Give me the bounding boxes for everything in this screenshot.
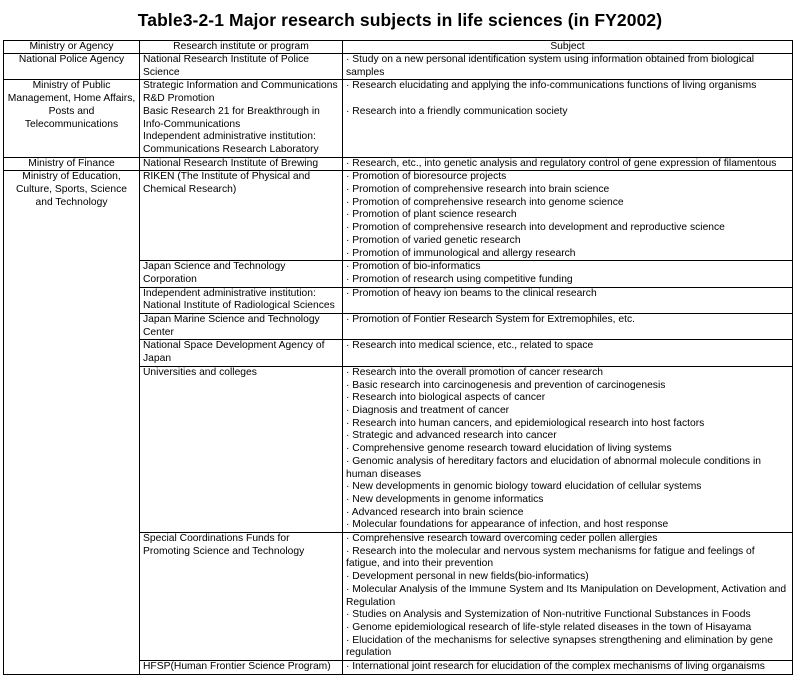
subject-item: · Promotion of immunological and allergy research (346, 247, 576, 259)
program-cell (140, 157, 343, 171)
subject-cell (343, 157, 793, 171)
program-cell (140, 171, 343, 261)
table-body (4, 54, 793, 675)
program-name: Strategic Information and Communications R&D Promotion (143, 80, 338, 105)
ministry-cell: National Police Agency (4, 54, 140, 80)
program-name: Japan Marine Science and Technology Center (143, 314, 320, 338)
subject-cell (343, 340, 793, 366)
subject-item: · Advanced research into brain science (346, 506, 524, 518)
subject-item: · Research into the molecular and nervous system mechanisms for fatigue and feelings of fatigue, and into their prevention (346, 545, 755, 570)
program-name: National Research Institute of Brewing (143, 157, 319, 169)
subject-item: · Promotion of heavy ion beams to the clinical research (346, 287, 597, 299)
subject-cell (343, 80, 793, 157)
subject-item: · Promotion of bioresource projects (346, 171, 507, 183)
subject-item: · Elucidation of the mechanisms for selective synapses strengthening and elimination by gene regulation (346, 634, 773, 659)
subject-item: · Diagnosis and treatment of cancer (346, 404, 510, 416)
subject-cell (343, 287, 793, 313)
program-cell (140, 340, 343, 366)
subject-item: · Genomic analysis of hereditary factors and elucidation of abnormal molecule conditions in human diseases (346, 455, 761, 480)
subject-item: · Research into medical science, etc., related to space (346, 340, 594, 352)
program-name: Japan Science and Technology Corporation (143, 261, 286, 285)
table-row (4, 157, 793, 171)
subject-item: · Strategic and advanced research into cancer (346, 430, 557, 442)
subject-item: · Research into biological aspects of cancer (346, 392, 546, 404)
subject-item: · Research into the overall promotion of cancer research (346, 366, 603, 378)
subject-item: · New developments in genome informatics (346, 493, 544, 505)
subject-item: · Promotion of comprehensive research into brain science (346, 184, 610, 196)
header-ministry: Ministry or Agency (4, 41, 140, 54)
program-name: Universities and colleges (143, 366, 257, 378)
subject-item: · Molecular foundations for appearance of infection, and host response (346, 519, 669, 531)
subject-item: · Comprehensive genome research toward elucidation of living systems (346, 443, 672, 455)
subject-item: · Promotion of Fontier Research System for Extremophiles, etc. (346, 314, 635, 326)
subject-item: · Research into human cancers, and epidemiological research into host factors (346, 417, 705, 429)
table-header-row (4, 41, 793, 54)
subject-item: · Research elucidating and applying the info-communications functions of living organisms (346, 80, 757, 92)
subject-item: · Development personal in new fields(bio-informatics) (346, 571, 589, 583)
subject-cell (343, 54, 793, 80)
subject-item: · Study on a new personal identification system using information obtained from biological samples (346, 54, 755, 78)
page-title: Table3-2-1 Major research subjects in life sciences (in FY2002) (137, 10, 663, 30)
program-cell (140, 533, 343, 661)
subject-item: · Genome epidemiological research of life-style related diseases in the town of Hisayama (346, 621, 752, 633)
program-cell (140, 261, 343, 287)
program-name: HFSP(Human Frontier Science Program) (143, 661, 331, 673)
header-program: Research institute or program (140, 41, 343, 54)
program-name: Independent administrative institution: National Institute of Radiological Sciences (143, 287, 335, 312)
ministry-cell: Ministry of Public Management, Home Affairs, Posts and Telecommunications (4, 80, 140, 157)
subject-cell (343, 533, 793, 661)
subject-item: · New developments in genomic biology toward elucidation of cellular systems (346, 481, 702, 493)
ministry-cell: Ministry of Finance (4, 157, 140, 171)
program-cell (140, 287, 343, 313)
subject-item: · International joint research for elucidation of the complex mechanisms of living organaisms (346, 661, 765, 673)
program-cell (140, 54, 343, 80)
ministry-cell: Ministry of Education, Culture, Sports, Science and Technology (4, 171, 140, 674)
subject-item: · Basic research into carcinogenesis and prevention of carcinogenesis (346, 379, 666, 391)
subject-item: · Research into a friendly communication society (346, 105, 568, 117)
subject-item: · Promotion of comprehensive research into development and reproductive science (346, 222, 725, 234)
program-name: Special Coordinations Funds for Promoting Science and Technology (143, 533, 305, 557)
subject-cell (343, 314, 793, 340)
program-cell (140, 80, 343, 157)
program-name: National Research Institute of Police Science (143, 54, 309, 78)
subject-item (346, 93, 789, 106)
subject-cell (343, 366, 793, 532)
program-name: Basic Research 21 for Breakthrough in Info-Communications (143, 105, 320, 130)
table-row (4, 171, 793, 261)
research-subjects-table (3, 40, 793, 675)
subject-item: · Promotion of research using competitive funding (346, 273, 573, 285)
subject-cell (343, 171, 793, 261)
subject-item: · Promotion of comprehensive research into genome science (346, 196, 624, 208)
program-cell (140, 366, 343, 532)
subject-item: · Promotion of bio-informatics (346, 261, 481, 273)
header-subject: Subject (343, 41, 793, 54)
subject-item: · Promotion of plant science research (346, 209, 517, 221)
table-row (4, 80, 793, 157)
table-row (4, 54, 793, 80)
program-name: RIKEN (The Institute of Physical and Chemical Research) (143, 171, 311, 196)
subject-item: · Research, etc., into genetic analysis and regulatory control of gene expression of filamentous (346, 157, 777, 169)
program-name: National Space Development Agency of Japan (143, 340, 325, 365)
program-cell (140, 314, 343, 340)
program-cell (140, 661, 343, 675)
subject-item: · Promotion of varied genetic research (346, 234, 521, 246)
subject-cell (343, 261, 793, 287)
subject-item: · Comprehensive research toward overcoming ceder pollen allergies (346, 533, 658, 545)
subject-item: · Studies on Analysis and Systemization of Non-nutritive Functional Substances in Foods (346, 609, 751, 621)
program-name: Independent administrative institution: Communications Research Laboratory (143, 131, 319, 155)
subject-item: · Molecular Analysis of the Immune System and Its Manipulation on Development, Activation and Regulation (346, 583, 787, 608)
subject-cell (343, 661, 793, 675)
